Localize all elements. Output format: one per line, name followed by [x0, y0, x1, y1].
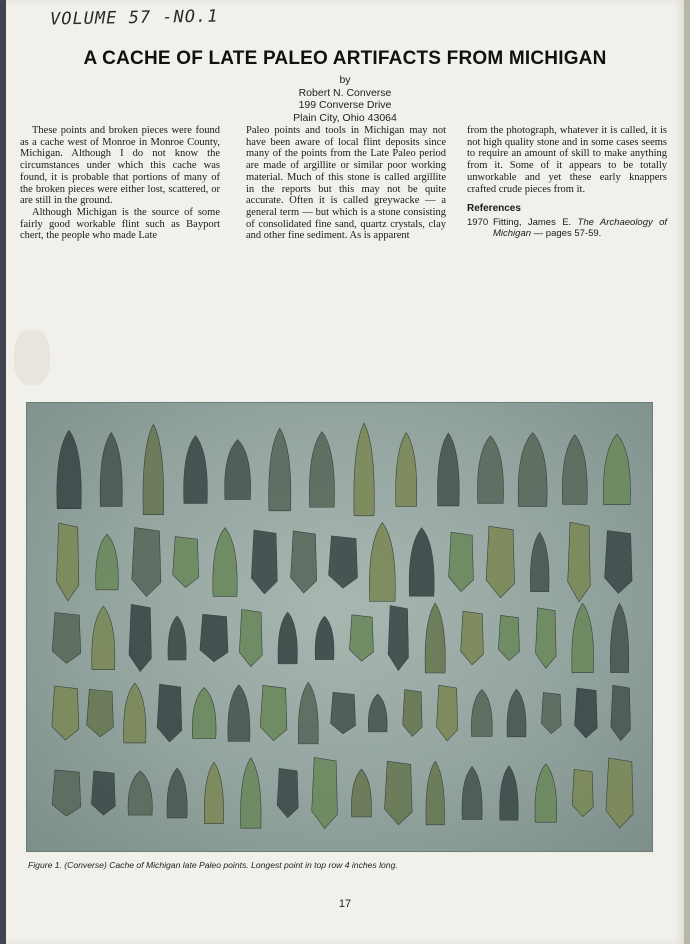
stone-artifact	[438, 433, 460, 506]
stone-artifact	[96, 534, 119, 590]
stone-artifact	[91, 771, 115, 815]
paragraph-4: from the photograph, whatever it is called, it is not high quality stone and in some cases seems to require an amount of skill to make anything from it. Some of it appears to be totally unworkable and yet these early knappers crafted crude pieces from it.	[467, 125, 667, 195]
stone-artifact	[572, 603, 594, 672]
handwritten-volume-note: VOLUME 57 -NO.1	[49, 6, 219, 30]
page-number: 17	[338, 898, 352, 910]
stone-artifact	[388, 606, 408, 671]
stone-artifact	[277, 768, 298, 817]
artifact-cache-image	[26, 402, 653, 852]
stone-artifact	[87, 689, 114, 737]
text-column-3	[467, 125, 667, 240]
stone-artifact	[518, 433, 547, 507]
stone-artifact	[269, 428, 291, 511]
reference-item	[467, 217, 667, 240]
stone-artifact	[606, 758, 633, 828]
stone-artifact	[449, 532, 474, 591]
stone-artifact	[239, 609, 262, 666]
stone-artifact	[575, 688, 598, 738]
byline	[0, 74, 690, 124]
stone-artifact	[184, 436, 208, 504]
stone-artifact	[349, 615, 373, 661]
artifact-photograph	[26, 402, 653, 852]
stone-artifact	[143, 424, 164, 514]
stone-artifact	[241, 758, 262, 828]
stone-artifact	[124, 683, 146, 743]
paragraph-3: Paleo points and tools in Michigan may not have been aware of local flint deposits since many of the points from the Late Paleo period are made of argillite or similar poor working material. Much of this stone is called argillite in the reports but this may not be quite accurate. Often it is called greywacke — a general term — but which is a stone consisting of consolidated fine sand, quartz crystals, clay and other fine sediment. As is apparent	[246, 125, 446, 242]
stone-artifact	[192, 688, 216, 739]
stone-artifact	[486, 526, 514, 598]
stone-artifact	[200, 614, 228, 661]
stone-artifact	[92, 606, 115, 669]
stone-artifact	[572, 769, 593, 816]
author-address-city: Plain City, Ohio 43064	[293, 111, 397, 124]
stone-artifact	[167, 768, 187, 818]
stone-artifact	[530, 532, 549, 592]
article-title: A CACHE OF LATE PALEO ARTIFACTS FROM MICHIGAN	[83, 48, 607, 69]
stone-artifact	[477, 436, 503, 504]
reference-title: The Archaeology of Michigan	[493, 216, 668, 240]
stone-artifact	[498, 615, 519, 660]
stone-artifact	[426, 761, 445, 825]
stone-artifact	[541, 692, 561, 733]
references-heading: References	[467, 203, 521, 215]
stone-artifact	[500, 766, 518, 820]
stone-artifact	[309, 432, 334, 508]
stone-artifact	[535, 764, 557, 822]
stone-artifact	[260, 685, 287, 740]
stone-artifact	[461, 611, 484, 665]
stone-artifact	[312, 758, 338, 829]
stone-artifact	[425, 603, 445, 673]
stone-artifact	[369, 523, 395, 602]
figure-caption: Figure 1. (Converse) Cache of Michigan late Paleo points. Longest point in top row 4 inches long.	[28, 860, 398, 870]
stone-artifact	[536, 608, 557, 668]
stone-artifact	[403, 690, 422, 737]
stone-artifact	[132, 528, 161, 597]
reference-author: Fitting, James E.	[493, 216, 572, 228]
stone-artifact	[52, 613, 81, 664]
stone-artifact	[315, 616, 334, 659]
page-edge-shadow	[684, 0, 690, 944]
stone-artifact	[354, 423, 374, 516]
stone-artifact	[52, 770, 81, 816]
stone-artifact	[385, 761, 413, 825]
text-column-2	[246, 125, 446, 242]
stone-artifact	[396, 433, 417, 507]
stone-artifact	[298, 682, 318, 744]
text-column-1	[20, 125, 220, 242]
stone-artifact	[507, 689, 526, 737]
stone-artifact	[157, 684, 182, 742]
stone-artifact	[611, 685, 631, 741]
stone-artifact	[329, 536, 358, 588]
stone-artifact	[603, 434, 630, 504]
stone-artifact	[368, 694, 387, 732]
stone-artifact	[129, 604, 151, 671]
stone-artifact	[204, 762, 223, 823]
paragraph-2: Although Michigan is the source of some fairly good workable flint such as Bayport chert, the people who made Late	[20, 206, 220, 242]
stone-artifact	[331, 692, 356, 733]
author-address-street: 199 Converse Drive	[298, 99, 392, 111]
reference-pages: — pages 57-59.	[533, 228, 602, 240]
stone-artifact	[562, 435, 587, 505]
paragraph-1: These points and broken pieces were found as a cache west of Monroe in Monroe County, Michigan. Although I do not know the circumstances under which this cache was found, it is probable that portions of many of the broken pieces were either lost, scattered, or are still in the ground.	[20, 125, 220, 207]
stone-artifact	[251, 530, 277, 594]
paper-stain	[14, 330, 50, 385]
byline-by: by	[339, 74, 351, 86]
stone-artifact	[173, 537, 199, 588]
stone-artifact	[168, 616, 186, 660]
stone-artifact	[409, 528, 434, 596]
stone-artifact	[471, 689, 492, 736]
stone-artifact	[278, 612, 297, 664]
stone-artifact	[462, 767, 482, 820]
stone-artifact	[605, 530, 632, 593]
author-name: Robert N. Converse	[298, 86, 392, 99]
stone-artifact	[128, 771, 152, 815]
stone-artifact	[225, 440, 251, 500]
stone-artifact	[437, 685, 458, 741]
stone-artifact	[52, 686, 79, 740]
stone-artifact	[56, 523, 78, 601]
reference-text	[493, 217, 667, 240]
stone-artifact	[213, 528, 237, 597]
stone-artifact	[610, 603, 628, 672]
stone-artifact	[57, 430, 81, 508]
stone-artifact	[351, 769, 371, 817]
stone-artifact	[228, 685, 250, 742]
stone-artifact	[291, 531, 317, 593]
stone-artifact	[568, 522, 591, 602]
stone-artifact	[100, 433, 122, 507]
reference-year: 1970	[467, 216, 489, 228]
